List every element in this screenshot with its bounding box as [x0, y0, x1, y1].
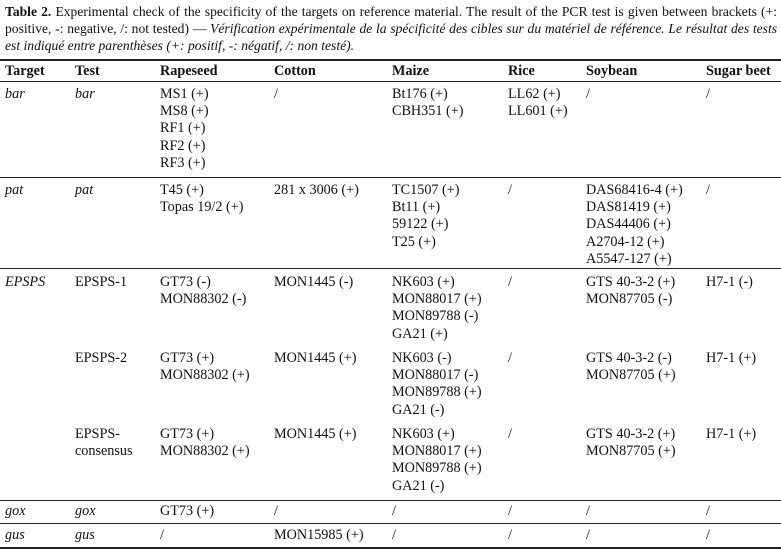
cell-line: A5547-127 (+): [586, 250, 672, 267]
table-cell-rapeseed: [160, 503, 214, 520]
column-header: Soybean: [586, 63, 638, 79]
cell-line: MON15985 (+): [274, 527, 364, 543]
table-cell-rice: [508, 503, 512, 520]
header-rule: [0, 81, 781, 82]
cell-line: MON89788 (-): [392, 308, 479, 325]
cell-line: H7-1 (+): [706, 426, 757, 442]
table-cell-test: EPSPS- consensus: [75, 426, 133, 460]
table-cell-sugarbeet: [706, 503, 710, 520]
table-cell-soybean: [586, 86, 590, 103]
table-cell-rapeseed: [160, 86, 209, 172]
table-cell-maize: [392, 503, 396, 520]
cell-line: DAS81419 (+): [586, 199, 671, 216]
table-cell-maize: [392, 182, 460, 251]
cell-line: RF3 (+): [160, 154, 206, 171]
cell-line: /: [508, 426, 512, 442]
table-cell-maize: [392, 274, 482, 343]
cell-line: GTS 40-3-2 (-): [586, 350, 672, 366]
column-header: Rice: [508, 63, 535, 79]
row-rule: [0, 500, 781, 501]
row-rule: [0, 268, 781, 269]
cell-line: T25 (+): [392, 233, 436, 250]
cell-line: NK603 (-): [392, 350, 452, 366]
table-cell-soybean: [586, 503, 590, 520]
table-cell-rapeseed: [160, 182, 243, 216]
table-cell-rice: [508, 274, 512, 291]
cell-line: MS8 (+): [160, 103, 209, 120]
cell-line: /: [392, 527, 396, 543]
table-cell-sugarbeet: [706, 86, 710, 103]
table-cell-rice: [508, 86, 568, 120]
cell-line: GT73 (-): [160, 274, 211, 290]
table-cell-rapeseed: [160, 527, 164, 544]
cell-line: NK603 (+): [392, 274, 455, 290]
column-header: Maize: [392, 63, 430, 79]
cell-line: 281 x 3006 (+): [274, 182, 359, 198]
cell-line: T45 (+): [160, 182, 204, 198]
table-cell-sugarbeet: [706, 182, 710, 199]
table-cell-sugarbeet: [706, 350, 756, 367]
cell-line: MON88017 (+): [392, 443, 482, 460]
row-rule: [0, 177, 781, 178]
cell-line: MON88302 (-): [160, 291, 247, 308]
caption-french: Vérification expérimentale de la spécificité des cibles sur du matériel de référence. Le résultat des tests est indiqué entre parenthèses (+: positif, -: négatif, /: non testé).: [5, 21, 778, 53]
cell-line: /: [508, 527, 512, 543]
cell-line: MON88017 (+): [392, 291, 482, 308]
cell-line: Bt11 (+): [392, 199, 441, 216]
table-cell-target: EPSPS: [5, 274, 46, 290]
cell-line: /: [586, 527, 590, 543]
cell-line: Bt176 (+): [392, 86, 448, 102]
cell-line: MON89788 (+): [392, 384, 482, 401]
cell-line: /: [508, 182, 512, 198]
table-cell-cotton: [274, 503, 278, 520]
cell-line: RF2 (+): [160, 137, 206, 154]
column-header: Cotton: [274, 63, 316, 79]
table-cell-maize: [392, 426, 482, 495]
cell-line: /: [706, 527, 710, 543]
row-rule: [0, 523, 781, 524]
table-cell-soybean: [586, 527, 590, 544]
table-cell-test: EPSPS-1: [75, 274, 128, 290]
table-caption: [5, 3, 777, 54]
cell-line: /: [508, 274, 512, 290]
cell-line: /: [274, 503, 278, 519]
cell-line: /: [392, 503, 396, 519]
cell-line: GTS 40-3-2 (+): [586, 426, 676, 442]
caption-label: Table 2.: [5, 4, 52, 19]
caption-english: Experimental check of the specificity of the targets on reference material. The result of the PCR test is given between brackets (+: positive, -: negative, /: not tested) —: [5, 4, 777, 36]
table-cell-rapeseed: [160, 350, 250, 384]
cell-line: GA21 (-): [392, 477, 445, 494]
cell-line: /: [706, 86, 710, 102]
table-cell-target: gus: [5, 527, 25, 543]
column-header: Rapeseed: [160, 63, 218, 79]
table-cell-soybean: [586, 274, 675, 308]
table-cell-maize: [392, 350, 482, 419]
table-cell-rice: [508, 350, 512, 367]
table-cell-cotton: [274, 350, 356, 367]
cell-line: MON88302 (+): [160, 443, 250, 460]
cell-line: LL62 (+): [508, 86, 561, 102]
table-cell-cotton: [274, 86, 278, 103]
cell-line: TC1507 (+): [392, 182, 460, 198]
cell-line: MON1445 (-): [274, 274, 354, 290]
table-cell-cotton: [274, 527, 364, 544]
table-cell-maize: [392, 527, 396, 544]
cell-line: MON1445 (+): [274, 426, 357, 442]
table-cell-rice: [508, 182, 512, 199]
cell-line: A2704-12 (+): [586, 233, 665, 250]
cell-line: H7-1 (+): [706, 350, 757, 366]
bottom-rule: [0, 547, 781, 549]
table-cell-test: gus: [75, 527, 95, 543]
cell-line: MON87705 (+): [586, 443, 676, 460]
cell-line: GTS 40-3-2 (+): [586, 274, 676, 290]
table-cell-soybean: [586, 350, 676, 384]
cell-line: NK603 (+): [392, 426, 455, 442]
table-cell-maize: [392, 86, 463, 120]
cell-line: H7-1 (-): [706, 274, 753, 290]
column-header: Sugar beet: [706, 63, 771, 79]
table-cell-rice: [508, 426, 512, 443]
cell-line: /: [160, 527, 164, 543]
cell-line: DAS68416-4 (+): [586, 182, 683, 198]
cell-line: MON1445 (+): [274, 350, 357, 366]
table-cell-sugarbeet: [706, 274, 753, 291]
cell-line: MON87705 (-): [586, 291, 673, 308]
cell-line: /: [586, 86, 590, 102]
cell-line: MON88017 (-): [392, 367, 479, 384]
table-cell-test: pat: [75, 182, 94, 198]
table-cell-test: bar: [75, 86, 95, 102]
table-cell-rapeseed: [160, 274, 246, 308]
cell-line: LL601 (+): [508, 103, 568, 120]
top-rule: [0, 59, 781, 61]
cell-line: MON89788 (+): [392, 460, 482, 477]
table-cell-rapeseed: [160, 426, 250, 460]
cell-line: GT73 (+): [160, 503, 215, 519]
cell-line: MON88302 (+): [160, 367, 250, 384]
column-header: Test: [75, 63, 100, 79]
cell-line: GA21 (+): [392, 325, 448, 342]
table-cell-rice: [508, 527, 512, 544]
cell-line: CBH351 (+): [392, 103, 464, 120]
table-cell-sugarbeet: [706, 426, 756, 443]
table-cell-cotton: [274, 426, 356, 443]
cell-line: MS1 (+): [160, 86, 209, 102]
column-header: Target: [5, 63, 45, 79]
cell-line: RF1 (+): [160, 120, 206, 137]
cell-line: /: [508, 503, 512, 519]
table-cell-soybean: [586, 426, 676, 460]
cell-line: GA21 (-): [392, 401, 445, 418]
cell-line: GT73 (+): [160, 426, 215, 442]
cell-line: GT73 (+): [160, 350, 215, 366]
cell-line: /: [274, 86, 278, 102]
table-cell-target: bar: [5, 86, 25, 102]
table-cell-soybean: [586, 182, 683, 268]
table-cell-test: gox: [75, 503, 96, 519]
table-cell-target: gox: [5, 503, 26, 519]
cell-line: 59122 (+): [392, 216, 449, 233]
cell-line: /: [706, 182, 710, 198]
cell-line: MON87705 (+): [586, 367, 676, 384]
table-cell-cotton: [274, 182, 359, 199]
table-cell-target: pat: [5, 182, 24, 198]
table-cell-sugarbeet: [706, 527, 710, 544]
cell-line: /: [586, 503, 590, 519]
cell-line: DAS44406 (+): [586, 216, 671, 233]
cell-line: /: [706, 503, 710, 519]
table-cell-test: EPSPS-2: [75, 350, 128, 366]
table-cell-cotton: [274, 274, 353, 291]
cell-line: /: [508, 350, 512, 366]
cell-line: Topas 19/2 (+): [160, 199, 244, 216]
